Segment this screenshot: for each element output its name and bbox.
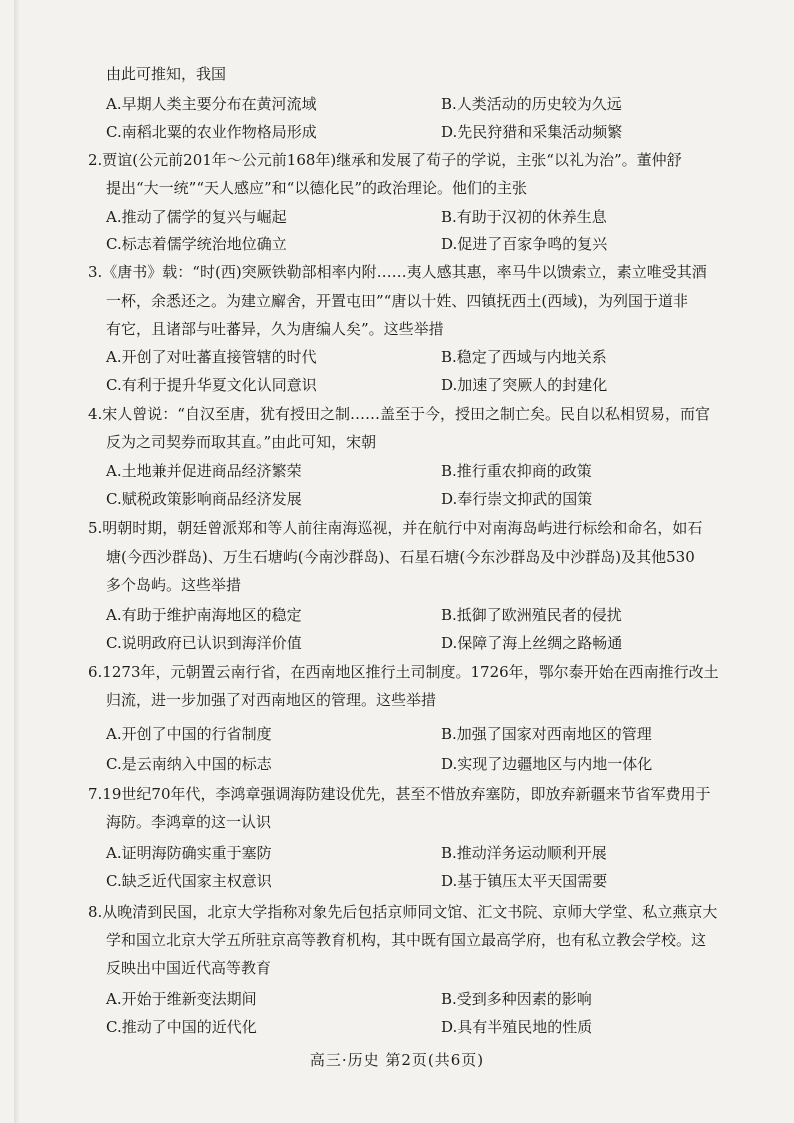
q8-option-c: C.推动了中国的近代化 — [106, 1018, 257, 1036]
q3-stem-line-2: 一杯，余悉还之。为建立廨舍，开置屯田”“唐以十姓、四镇抚西土(西域)，为列国于道非 — [106, 292, 689, 310]
page-footer: 高三·历史 第2页(共6页) — [309, 1051, 485, 1069]
q4-stem-line-1: 4.宋人曾说：“自汉至唐，犹有授田之制……盖至于今，授田之制亡矣。民自以私相贸易，而官 — [88, 405, 710, 423]
q4-option-d: D.奉行崇文抑武的国策 — [441, 490, 593, 508]
q6-option-a: A.开创了中国的行省制度 — [106, 725, 272, 743]
q2-stem-line-2: 提出“大一统”“天人感应”和“以德化民”的政治理论。他们的主张 — [106, 179, 528, 197]
q1-option-b: B.人类活动的历史较为久远 — [441, 95, 622, 113]
q1-option-a: A.早期人类主要分布在黄河流域 — [106, 95, 317, 113]
q3-option-c: C.有利于提升华夏文化认同意识 — [106, 376, 317, 394]
q2-stem-line-1: 2.贾谊(公元前201年～公元前168年)继承和发展了荀子的学说，主张“以礼为治”。董仲舒 — [88, 151, 682, 169]
q8-stem-line-2: 学和国立北京大学五所驻京高等教育机构，其中既有国立最高学府，也有私立教会学校。这 — [106, 931, 707, 949]
q7-option-b: B.推动洋务运动顺利开展 — [441, 844, 607, 862]
q5-stem-line-2: 塘(今西沙群岛)、万生石塘屿(今南沙群岛)、石星石塘(今东沙群岛及中沙群岛)及其他530 — [106, 548, 695, 566]
q5-stem-line-1: 5.明朝时期，朝廷曾派郑和等人前往南海巡视，并在航行中对南海岛屿进行标绘和命名，如石 — [88, 519, 703, 537]
q2-option-b: B.有助于汉初的休养生息 — [441, 208, 607, 226]
q5-stem-line-3: 多个岛屿。这些举措 — [106, 576, 242, 594]
q6-stem-line-2: 归流，进一步加强了对西南地区的管理。这些举措 — [106, 691, 437, 709]
q8-option-a: A.开始于维新变法期间 — [106, 990, 257, 1008]
q3-option-d: D.加速了突厥人的封建化 — [441, 376, 608, 394]
q3-stem-line-1: 3.《唐书》载：“时(西)突厥铁勒部相率内附……夷人感其惠，率马牛以馈索立，素立唯受其酒 — [88, 263, 707, 281]
q8-option-b: B.受到多种因素的影响 — [441, 990, 592, 1008]
q1-option-d: D.先民狩猎和采集活动频繁 — [441, 123, 623, 141]
q5-option-d: D.保障了海上丝绸之路畅通 — [441, 634, 623, 652]
q7-option-c: C.缺乏近代国家主权意识 — [106, 872, 272, 890]
q6-option-b: B.加强了国家对西南地区的管理 — [441, 725, 652, 743]
q4-stem-line-2: 反为之司契券而取其直。”由此可知，宋朝 — [106, 433, 377, 451]
scan-shadow — [14, 0, 20, 1123]
q1-stem-tail: 由此可推知，我国 — [106, 65, 227, 83]
q8-option-d: D.具有半殖民地的性质 — [441, 1018, 593, 1036]
q1-option-c: C.南稻北粟的农业作物格局形成 — [106, 123, 317, 141]
q2-option-c: C.标志着儒学统治地位确立 — [106, 235, 287, 253]
q6-stem-line-1: 6.1273年，元朝置云南行省，在西南地区推行土司制度。1726年，鄂尔泰开始在西南推行改土 — [88, 663, 719, 681]
q5-option-c: C.说明政府已认识到海洋价值 — [106, 634, 302, 652]
q2-option-a: A.推动了儒学的复兴与崛起 — [106, 208, 287, 226]
q4-option-b: B.推行重农抑商的政策 — [441, 462, 592, 480]
q8-stem-line-1: 8.从晚清到民国，北京大学指称对象先后包括京师同文馆、汇文书院、京师大学堂、私立燕京大 — [88, 903, 718, 921]
q3-stem-line-3: 有它，且诸部与吐蕃异，久为唐编人矣”。这些举措 — [106, 320, 444, 338]
q4-option-a: A.土地兼并促进商品经济繁荣 — [106, 462, 302, 480]
q6-option-d: D.实现了边疆地区与内地一体化 — [441, 755, 653, 773]
q5-option-a: A.有助于维护南海地区的稳定 — [106, 606, 302, 624]
q3-option-a: A.开创了对吐蕃直接管辖的时代 — [106, 348, 317, 366]
q7-stem-line-2: 海防。李鸿章的这一认识 — [106, 813, 272, 831]
q4-option-c: C.赋税政策影响商品经济发展 — [106, 490, 302, 508]
q7-option-d: D.基于镇压太平天国需要 — [441, 872, 608, 890]
q5-option-b: B.抵御了欧洲殖民者的侵扰 — [441, 606, 622, 624]
q6-option-c: C.是云南纳入中国的标志 — [106, 755, 272, 773]
q7-stem-line-1: 7.19世纪70年代，李鸿章强调海防建设优先，甚至不惜放弃塞防，即放弃新疆来节省军费用于 — [88, 785, 711, 803]
q8-stem-line-3: 反映出中国近代高等教育 — [106, 959, 272, 977]
q2-option-d: D.促进了百家争鸣的复兴 — [441, 235, 608, 253]
q3-option-b: B.稳定了西域与内地关系 — [441, 348, 607, 366]
q7-option-a: A.证明海防确实重于塞防 — [106, 844, 272, 862]
